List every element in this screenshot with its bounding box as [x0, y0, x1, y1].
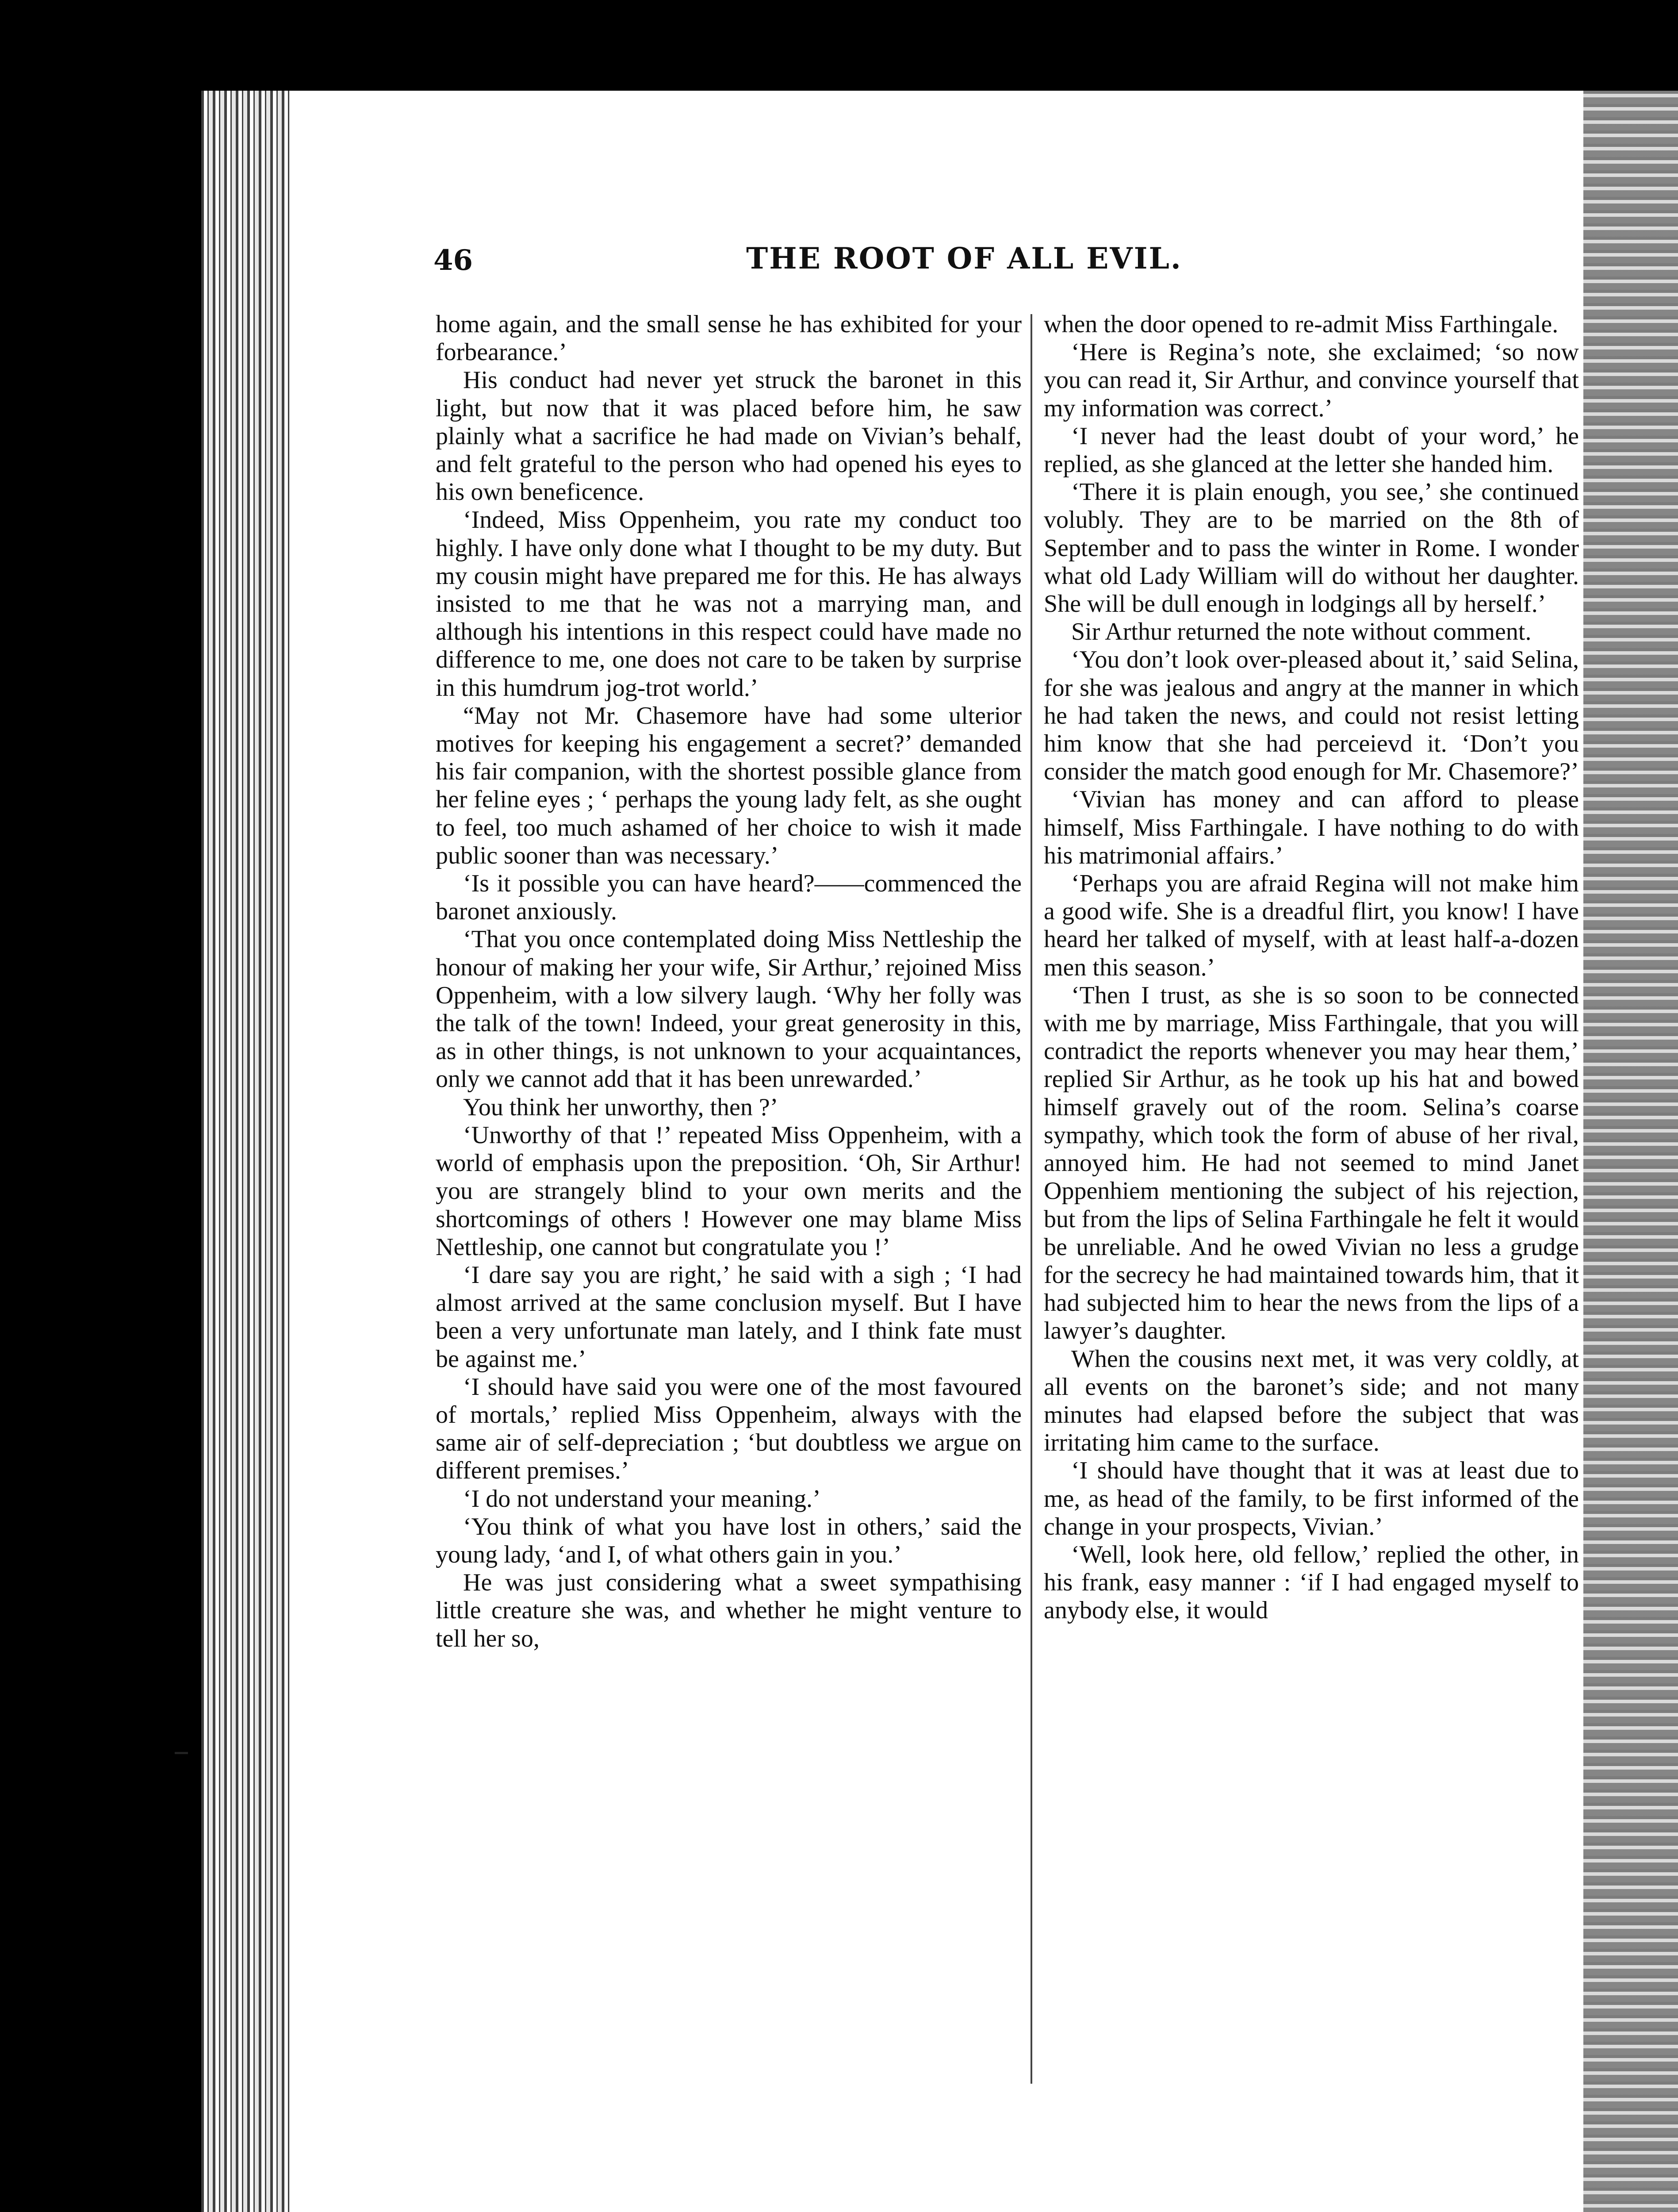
paragraph: ‘I never had the least doubt of your word,’ he replied, as she glanced at the letter she handed him.	[1044, 422, 1579, 478]
paragraph: when the door opened to re-admit Miss Farthingale.	[1044, 311, 1559, 338]
paragraph: ‘Then I trust, as she is so soon to be connected with me by marriage, Miss Farthingale, that you will contradict the reports whenever you may hear them,’ replied Sir Arthur, as he took up his hat and bowed himself gravely out of the room. Selina’s coarse sympathy, which took the form of abuse of her rival, annoyed him. He had not seemed to mind Janet Oppenhiem mentioning the subject of his rejection, but from the lips of Selina Farthingale he felt it would be unreliable. And he owed Vivian no less a grudge for the secrecy he had maintained towards him, that it had subjected him to hear the news from the lips of a lawyer’s daughter.	[1044, 981, 1579, 1345]
paragraph: ‘I should have thought that it was at least due to me, as head of the family, to be first informed of the change in your prospects, Vivian.’	[1044, 1457, 1579, 1540]
page-edge-right	[1583, 91, 1678, 2212]
paragraph: ‘I should have said you were one of the most favoured of mortals,’ replied Miss Oppenheim, always with the same air of self-depreciation ; ‘but doubtless we argue on different premises.’	[436, 1373, 1022, 1485]
paragraph: ‘Well, look here, old fellow,’ replied the other, in his frank, easy manner : ‘if I had engaged myself to anybody else, it would	[1044, 1540, 1579, 1624]
running-title: THE ROOT OF ALL EVIL.	[746, 241, 1182, 276]
paragraph: He was just considering what a sweet sympathising little creature she was, and whether he might venture to tell her so,	[436, 1569, 1022, 1652]
margin-mark	[175, 1752, 188, 1754]
paragraph: ‘Here is Regina’s note, she exclaimed; ‘so now you can read it, Sir Arthur, and convince yourself that my information was correct.’	[1044, 338, 1579, 422]
paragraph: “May not Mr. Chasemore have had some ulterior motives for keeping his engagement a secret?’ demanded his fair companion, with the shortest possible glance from her feline eyes ; ‘ perhaps the young lady felt, as she ought to feel, too much ashamed of her choice to wish it made public sooner than was necessary.’	[436, 702, 1022, 869]
paragraph: ‘You think of what you have lost in others,’ said the young lady, ‘and I, of what others gain in you.’	[436, 1513, 1022, 1568]
paragraph: ‘There it is plain enough, you see,’ she continued volubly. They are to be married on the 8th of September and to pass the winter in Rome. I wonder what old Lady William will do without her daughter. She will be dull enough in lodgings all by herself.’	[1044, 478, 1579, 618]
page-number: 46	[433, 244, 473, 277]
paragraph: ‘Is it possible you can have heard?——commenced the baronet anxiously.	[436, 870, 1022, 926]
paragraph: ‘I do not understand your meaning.’	[463, 1485, 821, 1513]
paragraph: ‘Vivian has money and can afford to please himself, Miss Farthingale. I have nothing to do with his matrimonial affairs.’	[1044, 786, 1579, 869]
paragraph: Sir Arthur returned the note without comment.	[1071, 618, 1532, 646]
page-edge-left	[201, 91, 290, 2212]
paragraph: home again, and the small sense he has exhibited for your forbearance.’	[436, 311, 1022, 366]
paragraph: ‘Perhaps you are afraid Regina will not make him a good wife. She is a dreadful flirt, you know! I have heard her talked of myself, with at least half-a-dozen men this season.’	[1044, 870, 1579, 981]
paragraph: ‘I dare say you are right,’ he said with a sigh ; ‘I had almost arrived at the same conclusion myself. But I have been a very unfortunate man lately, and I think fate must be against me.’	[436, 1261, 1022, 1373]
paragraph: You think her unworthy, then ?’	[463, 1093, 778, 1121]
paragraph: ‘Indeed, Miss Oppenheim, you rate my conduct too highly. I have only done what I thought to be my duty. But my cousin might have prepared me for this. He has always insisted to me that he was not a marrying man, and although his intentions in this respect could have made no difference to me, one does not care to be taken by surprise in this humdrum jog-trot world.’	[436, 506, 1022, 702]
paragraph: ‘That you once contemplated doing Miss Nettleship the honour of making her your wife, Sir Arthur,’ rejoined Miss Oppenheim, with a low silvery laugh. ‘Why her folly was the talk of the town! Indeed, your great generosity in this, as in other things, is not unknown to your acquaintances, only we cannot add that it has been unrewarded.’	[436, 926, 1022, 1093]
paragraph: When the cousins next met, it was very coldly, at all events on the baronet’s side; and not many minutes had elapsed before the subject that was irritating him came to the surface.	[1044, 1345, 1579, 1457]
paragraph: His conduct had never yet struck the baronet in this light, but now that it was placed before him, he saw plainly what a sacrifice he had made on Vivian’s behalf, and felt grateful to the person who had opened his eyes to his own beneficence.	[436, 366, 1022, 506]
right-column	[1044, 311, 1579, 1625]
paragraph: ‘Unworthy of that !’ repeated Miss Oppenheim, with a world of emphasis upon the preposition. ‘Oh, Sir Arthur! you are strangely blind to your own merits and the shortcomings of others ! However one may blame Miss Nettleship, one cannot but congratulate you !’	[436, 1121, 1022, 1261]
page-header	[433, 237, 1583, 285]
paragraph: ‘You don’t look over-pleased about it,’ said Selina, for she was jealous and angry at the manner in which he had taken the news, and could not resist letting him know that she had perceievd it. ‘Don’t you consider the match good enough for Mr. Chasemore?’	[1044, 646, 1579, 786]
column-divider	[1031, 314, 1032, 2084]
left-column	[436, 311, 1022, 1653]
